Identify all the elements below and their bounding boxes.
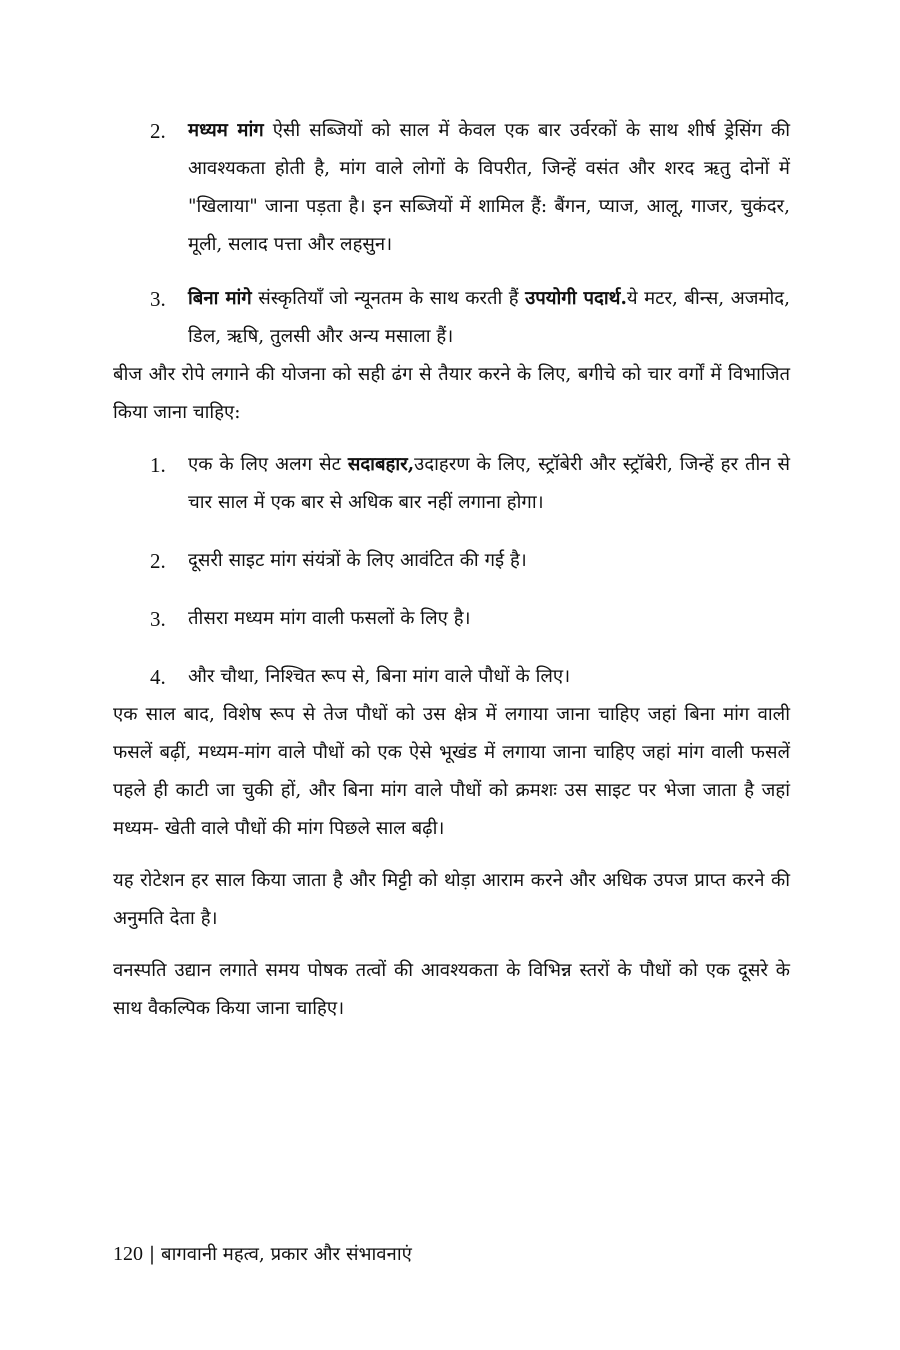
list-number: 4.: [150, 665, 166, 689]
list-item: [113, 658, 790, 696]
list-number: 1.: [150, 453, 166, 477]
list-item-text: उदाहरण के लिए, स्ट्रॉबेरी और स्ट्रॉबेरी, जिन्हें हर तीन से चार साल में एक बार से अधिक बार नहीं लगाना होगा।: [188, 454, 791, 513]
list-item: [113, 280, 790, 356]
page-number: 120: [113, 1243, 143, 1265]
term-bold: मध्यम मांग: [188, 120, 264, 141]
term-bold: उपयोगी पदार्थ.: [525, 288, 627, 309]
garden-sections-list: [113, 446, 790, 696]
list-number: 3.: [150, 287, 166, 311]
crop-demand-list: [113, 112, 790, 356]
body-paragraph: एक साल बाद, विशेष रूप से तेज पौधों को उस क्षेत्र में लगाया जाना चाहिए जहां बिना मांग वाली फसलें बढ़ीं, मध्यम-मांग वाले पौधों को एक ऐसे भूखंड में लगाया जाना चाहिए जहां मांग वाली फसलें पहले ही काटी जा चुकी हों, और बिना मांग वाले पौधों को क्रमशः उस साइट पर भेजा जाता है जहां मध्यम- खेती वाले पौधों की मांग पिछले साल बढ़ी।: [113, 704, 790, 839]
list-item-text: और चौथा, निश्चित रूप से, बिना मांग वाले पौधों के लिए।: [188, 666, 571, 687]
footer-separator: |: [143, 1244, 161, 1265]
page-footer: [113, 1240, 412, 1269]
list-item: [113, 112, 790, 264]
body-paragraph: वनस्पति उद्यान लगाते समय पोषक तत्वों की आवश्यकता के विभिन्न स्तरों के पौधों को एक दूसरे के साथ वैकल्पिक किया जाना चाहिए।: [113, 960, 790, 1019]
book-title: बागवानी महत्व, प्रकार और संभावनाएं: [161, 1244, 412, 1265]
list-item-text: संस्कृतियाँ जो न्यूनतम के साथ करती हैं: [251, 288, 526, 309]
list-item-text: ऐसी सब्जियों को साल में केवल एक बार उर्वरकों के साथ शीर्ष ड्रेसिंग की आवश्यकता होती है, मांग वाले लोगों के विपरीत, जिन्हें वसंत और शरद ऋतु दोनों में "खिलाया" जाना पड़ता है। इन सब्जियों में शामिल हैं: बैंगन, प्याज, आलू, गाजर, चुकंदर, मूली, सलाद पत्ता और लहसुन।: [188, 120, 790, 255]
list-number: 3.: [150, 607, 166, 631]
list-item-text: एक के लिए अलग सेट: [188, 454, 348, 475]
list-item-text: दूसरी साइट मांग संयंत्रों के लिए आवंटित की गई है।: [188, 550, 527, 571]
term-bold: सदाबहार,: [347, 454, 415, 475]
list-number: 2.: [150, 119, 166, 143]
list-item-text: ये मटर, बीन्स, अजमोद, डिल, ऋषि, तुलसी और अन्य मसाला हैं।: [188, 288, 791, 347]
list-item-text: तीसरा मध्यम मांग वाली फसलों के लिए है।: [188, 608, 471, 629]
list-item: [113, 542, 790, 580]
intro-paragraph: बीज और रोपे लगाने की योजना को सही ढंग से तैयार करने के लिए, बगीचे को चार वर्गों में विभाजित किया जाना चाहिए:: [113, 364, 790, 423]
body-paragraph: यह रोटेशन हर साल किया जाता है और मिट्टी को थोड़ा आराम करने और अधिक उपज प्राप्त करने की अनुमति देता है।: [113, 870, 790, 929]
list-item: [113, 446, 790, 522]
page-body: [113, 112, 790, 1028]
term-bold: बिना मांगे: [188, 288, 252, 309]
list-item: [113, 600, 790, 638]
list-number: 2.: [150, 549, 166, 573]
